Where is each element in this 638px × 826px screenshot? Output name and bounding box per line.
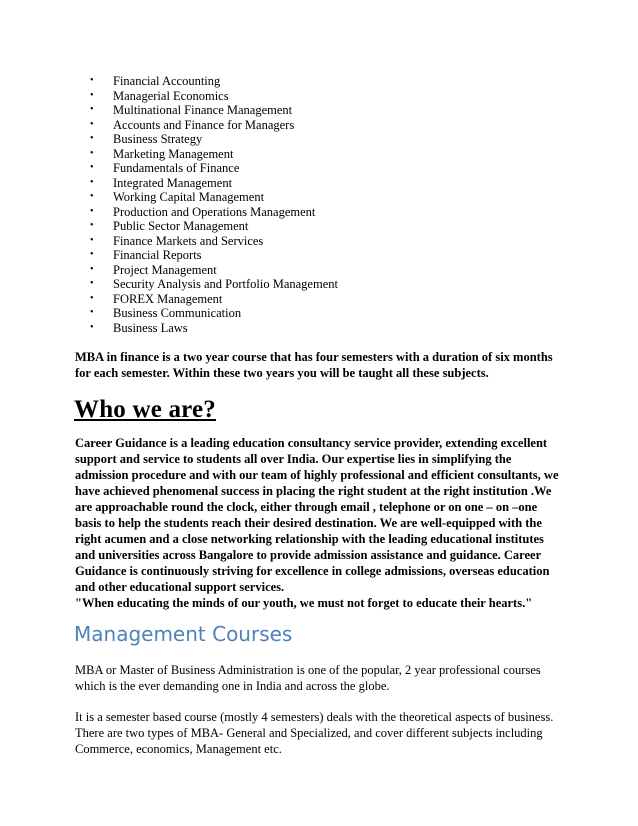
bullet-icon: • [90, 220, 94, 231]
subject-label: Business Communication [113, 306, 242, 320]
subject-label: FOREX Management [113, 291, 223, 306]
subject-label: Public Sector Management [113, 219, 249, 233]
bullet-icon: • [90, 249, 94, 260]
list-item [90, 306, 570, 321]
subject-label: Production and Operations Management [113, 204, 316, 219]
bullet-icon: • [90, 234, 94, 246]
subject-label: Finance Markets and Services [113, 233, 264, 248]
subject-label: Financial Accounting [113, 74, 221, 88]
quote-text: "When educating the minds of our youth, we must not forget to educate their hearts." [75, 596, 533, 610]
text-line: are approachable round the clock, either through email , telephone or on one – on –one [75, 500, 538, 514]
text-line: It is a semester based course (mostly 4 semesters) deals with the theoretical aspects of business. [75, 710, 554, 724]
list-item [90, 234, 570, 249]
subject-label: Marketing Management [113, 146, 234, 161]
text-line: MBA in finance is a two year course that has four semesters with a duration of six months [75, 350, 553, 364]
bullet-icon: • [90, 75, 94, 86]
list-item [90, 161, 570, 176]
subject-label: Multinational Finance Management [113, 103, 293, 117]
bullet-icon: • [90, 278, 94, 289]
text-line: and universities across Bangalore to provide admission assistance and guidance. Career [75, 548, 542, 562]
bullet-icon: • [90, 292, 94, 304]
bullet-icon: • [90, 118, 94, 130]
list-item [90, 118, 570, 133]
list-item [90, 89, 570, 104]
bullet-icon: • [90, 104, 94, 115]
mba-finance-summary [75, 349, 575, 381]
bullet-icon: • [90, 133, 94, 144]
subject-label: Business Laws [113, 320, 188, 335]
subject-label: Project Management [113, 262, 217, 277]
subject-label: Fundamentals of Finance [113, 161, 240, 175]
text-line: MBA or Master of Business Administration is one of the popular, 2 year professional courses [75, 663, 541, 677]
list-item [90, 277, 570, 292]
management-courses-heading: Management Courses [74, 622, 293, 646]
text-line: and other educational support services. [75, 580, 285, 594]
bullet-icon: • [90, 263, 94, 275]
who-we-are-heading: Who we are? [74, 396, 216, 423]
text-line: Career Guidance is a leading education consultancy service provider, extending excellent [75, 436, 548, 450]
list-item [90, 248, 570, 263]
list-item [90, 263, 570, 278]
text-line: admission procedure and with our team of highly professional and efficient consultants, we [75, 468, 559, 482]
text-line: There are two types of MBA- General and Specialized, and cover different subjects including [75, 726, 543, 740]
bullet-icon: • [90, 191, 94, 202]
about-paragraph [75, 435, 575, 595]
text-line: support and service to students all over India. Our expertise lies in simplifying the [75, 452, 512, 466]
bullet-icon: • [90, 176, 94, 188]
bullet-icon: • [90, 89, 94, 101]
list-item [90, 103, 570, 118]
subject-label: Integrated Management [113, 175, 233, 190]
subject-label: Security Analysis and Portfolio Management [113, 277, 338, 291]
subject-label: Managerial Economics [113, 88, 229, 103]
list-item [90, 132, 570, 147]
text-line: Guidance is continuously striving for excellence in college admissions, overseas education [75, 564, 550, 578]
bullet-icon: • [90, 162, 94, 173]
list-item [90, 219, 570, 234]
text-line: which is the ever demanding one in India and across the globe. [75, 679, 390, 693]
text-line: have achieved phenomenal success in placing the right student at the right institution .We [75, 484, 552, 498]
subject-label: Business Strategy [113, 132, 203, 146]
list-item [90, 190, 570, 205]
text-line: basis to help the students reach their desired destination. We are well-equipped with the [75, 516, 542, 530]
bullet-icon: • [90, 307, 94, 318]
subject-list [90, 74, 570, 335]
text-line: Commerce, economics, Management etc. [75, 742, 282, 756]
list-item [90, 292, 570, 307]
list-item [90, 74, 570, 89]
bullet-icon: • [90, 205, 94, 217]
subject-label: Financial Reports [113, 248, 202, 262]
semester-paragraph [75, 709, 575, 757]
text-line: for each semester. Within these two years you will be taught all these subjects. [75, 366, 489, 380]
subject-label: Accounts and Finance for Managers [113, 117, 295, 132]
bullet-icon: • [90, 147, 94, 159]
list-item [90, 176, 570, 191]
subject-label: Working Capital Management [113, 190, 265, 204]
list-item [90, 321, 570, 336]
text-line: right acumen and a close networking relationship with the leading educational institutes [75, 532, 544, 546]
mba-intro-paragraph [75, 662, 575, 694]
bullet-icon: • [90, 321, 94, 333]
list-item [90, 205, 570, 220]
list-item [90, 147, 570, 162]
